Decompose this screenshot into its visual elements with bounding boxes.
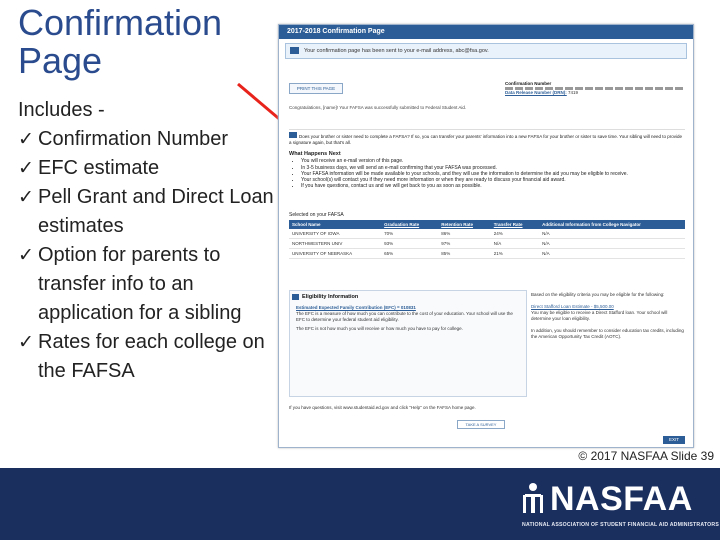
efc-note: The EFC is not how much you will receive or how much you have to pay for college. (296, 326, 463, 331)
efc-line[interactable]: Estimated Expected Family Contribution (EFC) = 010831 (296, 305, 416, 310)
check-icon: ✓ (18, 187, 34, 208)
happens-item: • Your FAFSA information will be made available to your schools, and they will use the information to determine the aid you may be eligible to receive. (301, 171, 685, 177)
exit-button[interactable]: EXIT (663, 436, 685, 444)
bullet-item: ✓ Rates for each college on the FAFSA (18, 328, 280, 386)
happens-item: • If you have questions, contact us and we will get back to you as soon as possible. (301, 183, 685, 189)
bullet-lead: Includes - (18, 99, 105, 121)
table-header[interactable]: Retention Rate (438, 220, 491, 229)
table-row: UNIVERSITY OF NEBRASKA 65% 85% 21% N/A (289, 249, 685, 259)
table-row: NORTHWESTERN UNIV 93% 97% N/A N/A (289, 239, 685, 249)
right-text: In addition, you should remember to consider education tax credits, including the American Opportunity Tax Credit (AOTC). (531, 328, 684, 339)
check-icon: ✓ (18, 245, 34, 266)
happens-item: • You will receive an e-mail version of this page. (301, 158, 685, 164)
nasfaa-logo-mark (522, 482, 544, 516)
survey-button[interactable]: TAKE A SURVEY (457, 420, 505, 429)
right-text: You may be eligible to receive a Direct Stafford loan. Your school will determine your loan eligibility. (531, 310, 668, 321)
check-icon: ✓ (18, 332, 34, 353)
efc-text: The EFC is a measure of how much you can contribute to the cost of your education. Your school will use the EFC to determine your federal student aid eligibility. (296, 311, 513, 322)
email-notice: Your confirmation page has been sent to your e-mail address, abc@fsa.gov. (285, 43, 687, 59)
what-happens-next (289, 151, 685, 190)
bullet-item: ✓ Confirmation Number (18, 125, 280, 154)
confirmation-number: Confirmation Number Data Release Number (DRN): 7419 (505, 81, 685, 96)
check-icon: ✓ (18, 158, 34, 179)
table-title: Selected on your FAFSA (289, 212, 344, 218)
drn-label[interactable]: Data Release Number (DRN): (505, 90, 567, 95)
eligibility-right-column (531, 292, 685, 340)
confirmation-page-screenshot (278, 24, 694, 448)
slide-title-line2: Page (18, 40, 103, 81)
footer-bar (0, 468, 720, 540)
right-text: Based on the eligibility criteria you may be eligible for the following: (531, 292, 665, 297)
loan-estimate[interactable]: Direct Stafford Loan Estimate - $5,500.00 (531, 304, 614, 309)
bullet-item: ✓ Option for parents to transfer info to an application for a sibling (18, 241, 280, 328)
sibling-transfer: Does your brother or sister need to complete a FAFSA? If so, you can transfer your parents' information into a new FAFSA for your brother or sister to save time. Your sibling will need to provide a signature again, but that's all. (289, 129, 685, 146)
logo-subtitle: NATIONAL ASSOCIATION OF STUDENT FINANCIAL AID ADMINISTRATORS (522, 522, 720, 528)
college-table (289, 220, 685, 259)
bullet-item: ✓ EFC estimate (18, 154, 280, 183)
check-icon: ✓ (18, 129, 34, 150)
table-header: School Name (289, 220, 381, 229)
drn-value: 7419 (568, 90, 579, 95)
congrats-text: Congratulations, [name]! Your FAFSA was successfully submitted to Federal Student Aid. (289, 105, 467, 110)
bullet-item: ✓ Pell Grant and Direct Loan estimates (18, 183, 280, 241)
info-icon (290, 47, 299, 54)
nasfaa-logo (522, 480, 720, 536)
table-header[interactable]: Transfer Rate (491, 220, 539, 229)
happens-item: • Your school(s) will contact you if they need more information or when they are ready to discuss your financial aid award. (301, 177, 685, 183)
table-header[interactable]: Additional Information from College Navigator (539, 220, 685, 229)
sibling-icon (289, 132, 297, 138)
table-row: UNIVERSITY OF IOWA 70% 86% 24% N/A (289, 229, 685, 239)
happens-heading: What Happens Next (289, 151, 341, 157)
eligibility-box (289, 290, 527, 397)
screenshot-header: 2017-2018 Confirmation Page (279, 25, 693, 39)
logo-text: NASFAA (550, 480, 693, 518)
table-header[interactable]: Graduation Rate (381, 220, 438, 229)
happens-item: • In 3-5 business days, we will send an e-mail confirming that your FAFSA was processed. (301, 165, 685, 171)
slide-title-line1: Confirmation (18, 2, 223, 43)
footnote: If you have questions, visit www.studentaid.ed.gov and click "Help" on the FAFSA home page. (289, 405, 476, 410)
eligibility-heading: Eligibility Information (290, 291, 526, 303)
print-button[interactable]: PRINT THIS PAGE (289, 83, 343, 94)
copyright: © 2017 NASFAA Slide 39 (578, 449, 714, 463)
eligibility-icon (292, 294, 299, 300)
